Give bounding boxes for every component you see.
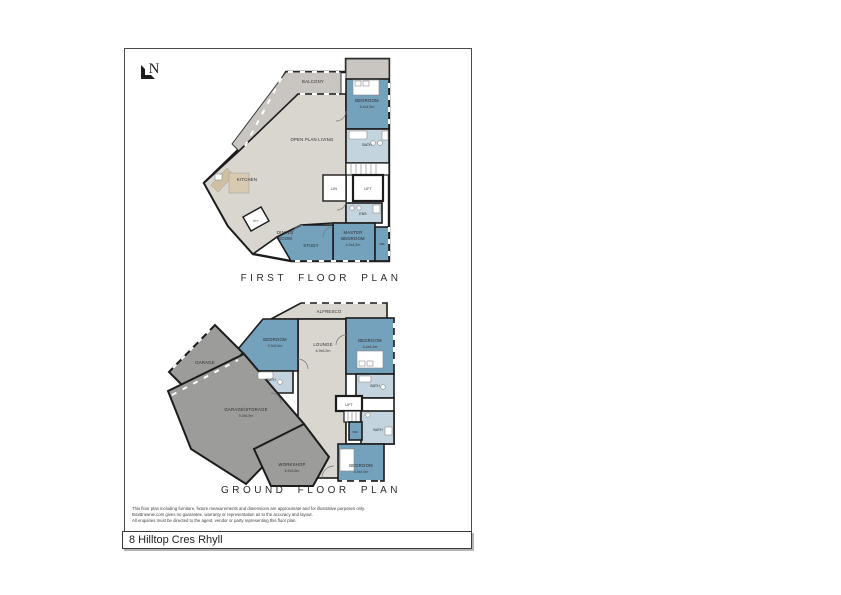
bathtub-icon: [349, 131, 367, 139]
label-garage-storage: GARAGE/STORAGE: [224, 407, 268, 412]
label-dining-2: ROOM: [277, 236, 293, 241]
label-bedroom-right-dim: 4.4x4.2m: [362, 345, 378, 349]
label-wir: WIR: [379, 243, 385, 246]
label-bath-right: BATH: [370, 384, 380, 388]
label-master-dim: 4.2x4.2m: [345, 243, 361, 247]
label-balcony: BALCONY: [302, 79, 324, 84]
label-bedroom: BEDROOM: [355, 98, 379, 103]
disclaimer-line-1: This floor plan including furniture, fixture measurements and dimensions are approximate and for illustrative purposes only.: [132, 506, 366, 511]
label-garage-storage-dim: 9.2x6.9m: [238, 414, 254, 418]
label-garage: GARAGE: [195, 360, 215, 365]
label-workshop: WORKSHOP: [278, 462, 306, 467]
roof-strip: [346, 59, 389, 79]
label-lounge-dim: 6.9x5.2m: [315, 349, 331, 353]
ground-floor-title: GROUND FLOOR PLAN: [220, 485, 402, 496]
kitchen-island: [229, 173, 249, 193]
north-letter: N: [148, 61, 160, 77]
label-master-1: MASTER: [343, 230, 363, 235]
label-bath-lower: BATH: [373, 428, 383, 432]
label-ensuite: ENS: [359, 212, 367, 216]
label-bedroom-dim: 5.4x4.5m: [359, 105, 375, 109]
label-dining-1: DINING: [276, 230, 294, 235]
sink-icon: [215, 174, 222, 180]
disclaimer-line-3: All enquiries must be directed to the agent, vendor or party representing this floor plan.: [132, 518, 297, 523]
floorplan-page: [124, 48, 472, 535]
label-bath-left: BATH: [266, 378, 276, 382]
first-floor-title: FIRST FLOOR PLAN: [240, 273, 402, 284]
label-pantry: PTY: [253, 220, 259, 223]
label-bath: BATH: [362, 143, 372, 147]
bed-icon: [357, 351, 383, 368]
disclaimer-line-2: BoxBrownie.com gives no guarantee, warranty or representation as to the accuracy and layout.: [132, 512, 313, 517]
label-lounge: LOUNGE: [313, 342, 333, 347]
bed-icon: [353, 80, 379, 95]
label-lift: LIFT: [345, 403, 353, 407]
label-bedroom-bottom: BEDROOM: [349, 463, 373, 468]
address-bar: [122, 531, 472, 549]
label-bedroom-bottom-dim: 3.5x4.0m: [353, 470, 369, 474]
property-address: 8 Hilltop Cres Rhyll: [129, 534, 223, 546]
label-bedroom-right: BEDROOM: [358, 338, 382, 343]
label-bedroom-left-dim: 5.5x5.5m: [267, 344, 283, 348]
ground-floor-plan: [125, 299, 471, 493]
label-lift: LIFT: [364, 187, 372, 191]
label-master-2: BEDROOM: [341, 236, 365, 241]
label-bedroom-left: BEDROOM: [263, 337, 287, 342]
label-kitchen: KITCHEN: [236, 177, 258, 182]
label-wir: WIR: [352, 431, 358, 434]
label-study: STUDY: [303, 243, 319, 248]
first-floor-plan: [125, 49, 471, 279]
label-open-plan-living: OPEN PLAN LIVING: [290, 137, 334, 142]
room-master-bedroom: [333, 223, 375, 261]
label-linen: LIN: [331, 187, 337, 191]
label-alfresco: ALFRESCO: [316, 309, 342, 314]
stairs-icon: [346, 163, 389, 175]
disclaimer-text: [132, 506, 462, 524]
label-workshop-dim: 6.9x3.5m: [284, 469, 300, 473]
